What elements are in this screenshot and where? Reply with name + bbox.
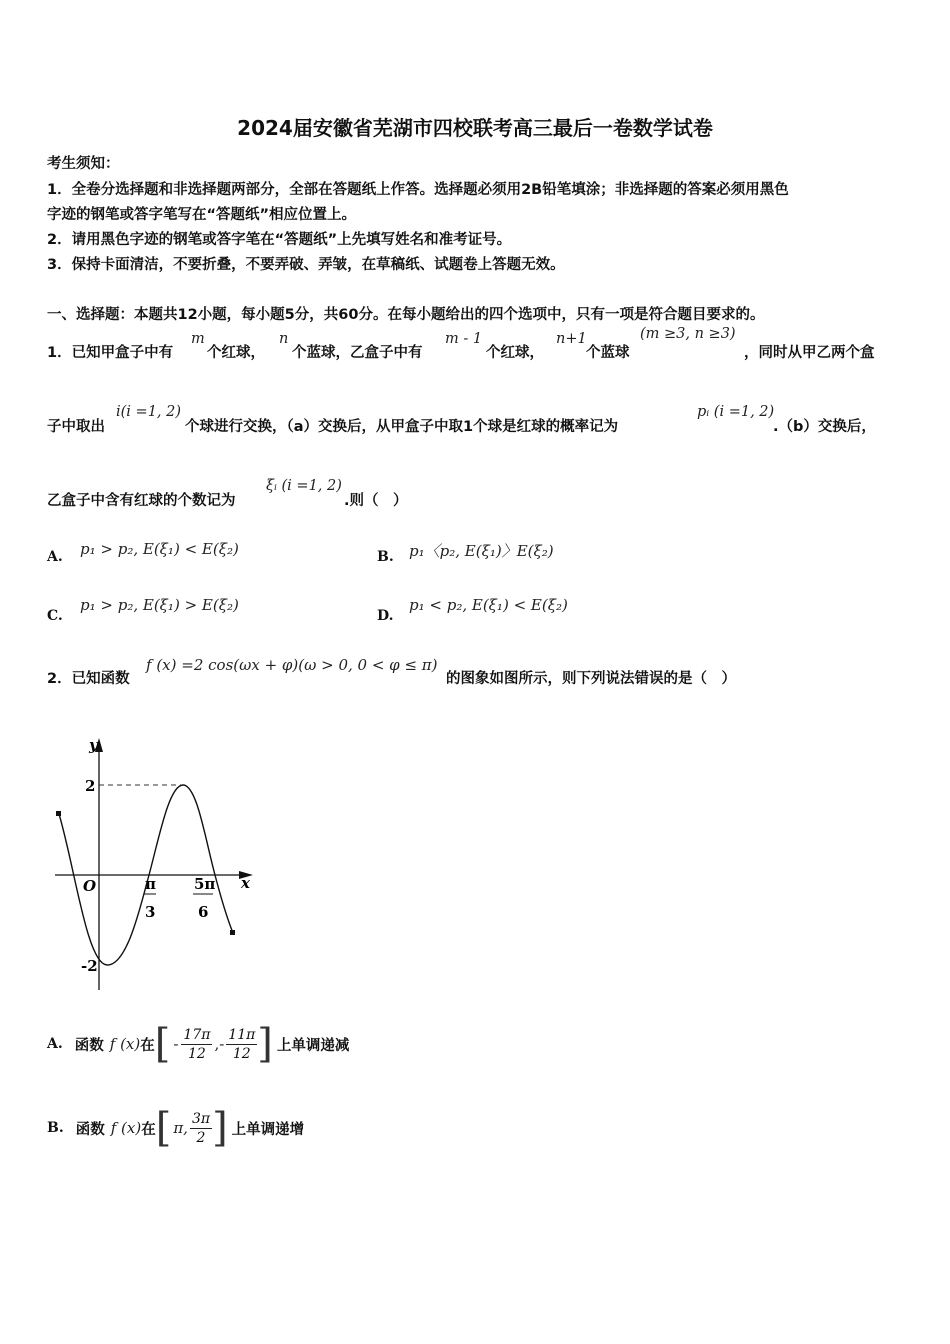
fraction-numerator: 11π [228,1026,256,1043]
q2-option-b-label: B. [47,1120,64,1136]
q2-option-a-fx: f (x) [109,1035,141,1053]
cosine-graph [45,728,265,998]
curve-start-point [56,811,61,816]
fraction-denominator: 2 [196,1129,206,1146]
q1-text-d: 个红球， [486,345,544,361]
q1-option-a-expr[interactable]: p₁ > p₂, E(ξ₁) < E(ξ₂) [80,540,239,558]
q1-var-m: m [191,331,205,347]
q1-var-m-minus-1: m - 1 [445,331,483,347]
x-tick-5pi-6-num: 5π [194,875,216,893]
notice-heading: 考生须知： [47,156,120,172]
x-axis-label: x [241,874,250,892]
q2-option-a-mid: 在 [140,1037,155,1054]
fraction-denominator: 12 [188,1045,206,1062]
q2-option-a-sep: ,- [214,1035,225,1053]
right-bracket-icon: ] [257,1021,273,1067]
section-heading: 一、选择题：本题共12小题，每小题5分，共60分。在每小题给出的四个选项中，只有一项是符合题目要求的。 [47,307,765,323]
q2-option-a-post: 上单调递减 [276,1037,350,1054]
q1-option-d-expr[interactable]: p₁ < p₂, E(ξ₁) < E(ξ₂) [409,596,568,614]
left-bracket-icon: [ [155,1105,172,1151]
q1-text-c: 个蓝球，乙盒子中有 [292,345,423,361]
q1-option-b-expr[interactable]: p₁〈p₂, E(ξ₁)〉E(ξ₂) [409,542,554,560]
q1-text-f: ，同时从甲乙两个盒 [744,345,875,361]
notice-item-1-line-2: 字迹的钢笔或答字笔写在“答题纸”相应位置上。 [47,207,357,223]
fraction-numerator: 17π [183,1026,211,1043]
notice-item-1-line-1: 1．全卷分选择题和非选择题两部分，全部在答题纸上作答。选择题必须用2B铅笔填涂；非选择题的答案必须用黑色 [47,182,789,198]
q1-var-i: i(i =1, 2) [116,404,182,420]
x-tick-pi-3-num: π [145,875,156,893]
q2-text-b: 的图象如图所示，则下列说法错误的是（ ） [446,671,736,687]
left-bracket-icon: [ [154,1021,171,1067]
q2-option-a[interactable] [47,1018,349,1070]
y-axis-label: y [89,736,98,754]
q1-option-b-label[interactable]: B. [377,549,394,565]
notice-item-3: 3．保持卡面清洁，不要折叠，不要弄破、弄皱，在草稿纸、试题卷上答题无效。 [47,257,565,273]
q2-option-a-pre: 函数 [74,1037,104,1054]
q1-option-c-expr[interactable]: p₁ > p₂, E(ξ₁) > E(ξ₂) [80,596,239,614]
q1-text-e: 个蓝球 [586,345,630,361]
origin-label: O [83,877,97,895]
x-tick-pi-3-den: 3 [145,903,156,921]
q2-option-b-pi: π, [173,1119,188,1137]
q1-var-n-plus-1: n+1 [556,331,587,347]
x-tick-5pi-6-den: 6 [198,903,209,921]
q1-text-b: 个红球， [207,345,265,361]
q1-option-a-label[interactable]: A. [47,549,63,565]
q2-option-a-label: A. [47,1036,63,1052]
curve-end-point [230,930,235,935]
q1-var-n: n [279,331,289,347]
fraction-numerator: 3π [191,1110,211,1127]
q2-option-b-pre: 函数 [75,1121,105,1138]
q1-text-g: 子中取出 [47,419,105,435]
fraction-11pi-12 [226,1026,257,1063]
fraction-17pi-12 [181,1026,212,1063]
q2-option-b-post: 上单调递增 [231,1121,305,1138]
q1-var-p: pᵢ (i =1, 2) [697,404,775,420]
q1-text-k: .则（ ） [344,493,408,509]
q2-option-a-minus: - [173,1035,179,1053]
page-title: 2024届安徽省芜湖市四校联考高三最后一卷数学试卷 [237,116,713,140]
q1-option-d-label[interactable]: D. [377,608,394,624]
right-bracket-icon: ] [212,1105,228,1151]
y-tick-neg-2: -2 [81,957,98,975]
notice-item-2: 2．请用黑色字迹的钢笔或答字笔在“答题纸”上先填写姓名和准考证号。 [47,232,512,248]
fraction-denominator: 12 [232,1045,251,1062]
y-tick-2: 2 [85,777,96,795]
q1-text-a: 1．已知甲盒子中有 [47,345,174,361]
fraction-3pi-2 [190,1110,212,1147]
q1-condition: (m ≥3, n ≥3) [640,326,736,342]
q1-text-i: .（b）交换后， [773,419,876,435]
q1-text-j: 乙盒子中含有红球的个数记为 [47,493,236,509]
q2-text-a: 2．已知函数 [47,671,130,687]
q1-option-c-label[interactable]: C. [47,608,63,624]
q2-option-b-mid: 在 [141,1121,156,1138]
q1-var-xi: ξᵢ (i =1, 2) [266,478,342,494]
q2-option-b[interactable] [47,1102,304,1154]
q2-option-b-fx: f (x) [110,1119,142,1137]
q2-function: f (x) =2 cos(ωx + φ)(ω > 0, 0 < φ ≤ π) [146,656,438,674]
q1-text-h: 个球进行交换，（a）交换后，从甲盒子中取1个球是红球的概率记为 [185,419,619,435]
